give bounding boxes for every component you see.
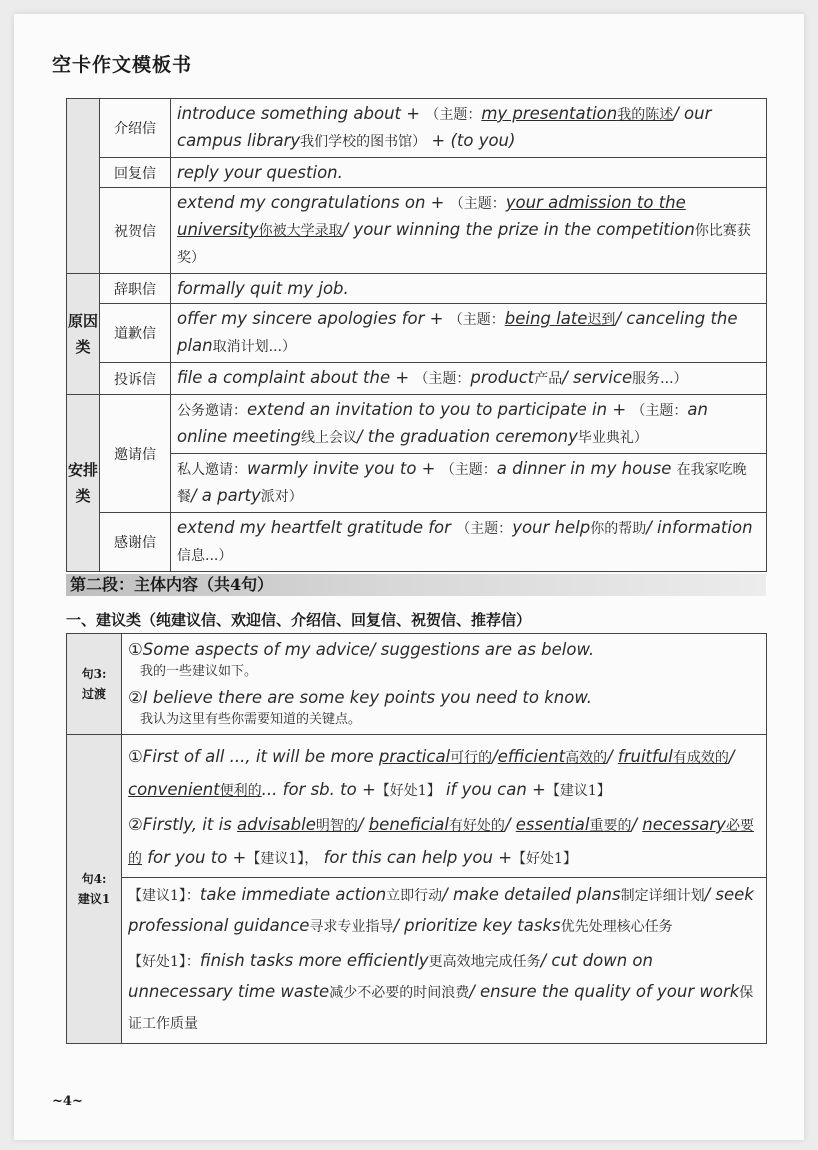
letter-type-label: 回复信 [100,158,171,188]
page [14,14,804,1140]
sentence-label [67,634,122,735]
sentence-option: ②Firstly, it is advisable明智的/ beneficial有好处的/ essential重要的/ necessary必要的 for you to +【建议1】， for this can help you +【好处1】 [128,815,754,867]
table-row [67,158,767,188]
sentence-translation: 我的一些建议如下。 [140,664,258,679]
book-title: 空卡作文模板书 [52,54,193,76]
table-row [67,513,767,572]
table-row [67,99,767,158]
sentence-role: 建议1 [77,892,111,906]
letter-types-table [66,98,767,572]
letter-opening: reply your question. [171,158,767,188]
table-row [67,634,767,735]
letter-type-label: 投诉信 [100,363,171,395]
letter-opening: extend my congratulations on + （主题：your admission to the university你被大学录取/ your winning the prize in the competition你比赛获奖） [171,188,767,274]
official-invitation: 公务邀请：extend an invitation to you to participate in + （主题：an online meeting线上会议/ the graduation ceremony毕业典礼） [177,400,708,446]
category-cell-blank [67,99,100,274]
sentence-option: ①First of all ..., it will be more practical可行的/efficient高效的/ fruitful有成效的/ convenient便利的... for sb. to +【好处1】 if you can +【建议1】 [128,747,735,799]
section-heading [66,574,766,596]
letter-type-label: 祝贺信 [100,188,171,274]
letter-opening [171,395,767,513]
table-row [67,363,767,395]
table-row [67,395,767,513]
sentence-role: 过渡 [81,687,106,701]
suggestion-examples: 【建议1】：take immediate action立即行动/ make detailed plans制定详细计划/ seek professional guidance寻求专业指导/ prioritize key tasks优先处理核心任务 [122,877,766,944]
letter-opening: extend my heartfelt gratitude for （主题：your help你的帮助/ information信息...） [171,513,767,572]
private-invitation: 私人邀请：warmly invite you to + （主题：a dinner in my house 在我家吃晚餐/ a party派对） [171,453,766,512]
letter-opening: formally quit my job. [171,274,767,304]
table-row [67,274,767,304]
sentence-number: 句4: [81,872,107,886]
table-row [67,735,767,1044]
table-row [67,188,767,274]
letter-opening: introduce something about + （主题：my presentation我的陈述/ our campus library我们学校的图书馆） + (to you) [171,99,767,158]
sentence-option: ①Some aspects of my advice/ suggestions are as below. [128,640,595,659]
sentence-option: ②I believe there are some key points you need to know. [128,688,592,707]
sentence-content [122,634,767,735]
letter-type-label: 道歉信 [100,304,171,363]
letter-type-label: 介绍信 [100,99,171,158]
section-title: 第二段：主体内容（共4句） [70,575,274,594]
page-number: ~4~ [52,1094,83,1109]
benefit-examples: 【好处1】：finish tasks more efficiently更高效地完成任务/ cut down on unnecessary time waste减少不必要的时间浪费/ ensure the quality of your work保证工作质量 [128,951,754,1032]
section-category: 一、建议类（纯建议信、欢迎信、介绍信、回复信、祝贺信、推荐信） [66,611,532,629]
letter-type-label: 辞职信 [100,274,171,304]
letter-type-label: 邀请信 [100,395,171,513]
letter-opening: offer my sincere apologies for + （主题：being late迟到/ canceling the plan取消计划...） [171,304,767,363]
category-cell-arrange: 安排类 [67,395,100,572]
sentence-label [67,735,122,1044]
letter-opening: file a complaint about the + （主题：product产品/ service服务...） [171,363,767,395]
sentence-table [66,633,767,1044]
category-cell-reason: 原因类 [67,274,100,395]
table-row [67,304,767,363]
sentence-number: 句3: [81,667,107,681]
sentence-content [122,735,767,1044]
letter-type-label: 感谢信 [100,513,171,572]
sentence-translation: 我认为这里有些你需要知道的关键点。 [140,712,362,727]
